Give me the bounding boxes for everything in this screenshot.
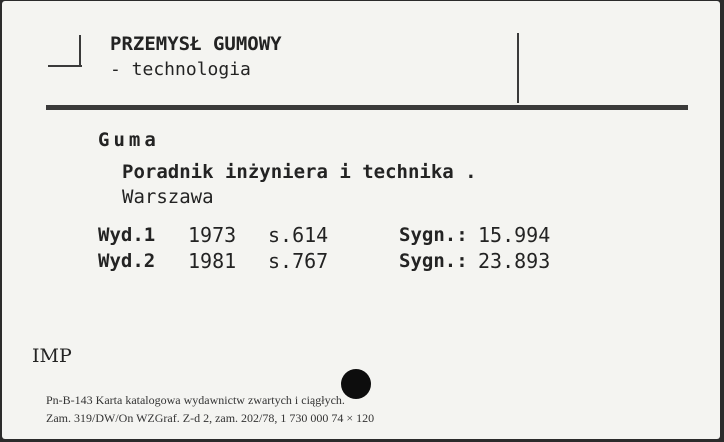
edition-label: Wyd.1 [98, 224, 156, 246]
punch-hole [341, 369, 371, 399]
subject-heading: PRZEMYSŁ GUMOWY [110, 33, 282, 55]
publication-place: Warszawa [122, 186, 214, 208]
subject-subheading: - technologia [110, 59, 251, 80]
corner-horizontal-line [48, 65, 82, 67]
catalog-card [2, 1, 720, 439]
signature-number: 15.994 [478, 223, 551, 247]
signature-number: 23.893 [478, 249, 551, 273]
signature-label: Sygn.: [399, 250, 468, 272]
header-rule [46, 105, 688, 110]
header-divider-line [517, 33, 519, 103]
book-title: Guma [98, 129, 160, 151]
footer-line-2: Zam. 319/DW/On WZGraf. Z-d 2, zam. 202/78, 1 730 000 74 × 120 [46, 411, 375, 425]
book-subtitle: Poradnik inżyniera i technika . [122, 161, 477, 183]
edition-year: 1981 [188, 249, 237, 273]
corner-vertical-line [79, 35, 81, 65]
edition-label: Wyd.2 [98, 250, 156, 272]
edition-year: 1973 [188, 223, 237, 247]
edition-pages: s.614 [268, 223, 329, 247]
imp-mark: IMP [32, 345, 72, 367]
footer-line-1: Pn-B-143 Karta katalogowa wydawnictw zwartych i ciągłych. [46, 393, 345, 407]
signature-label: Sygn.: [399, 224, 468, 246]
edition-pages: s.767 [268, 249, 329, 273]
